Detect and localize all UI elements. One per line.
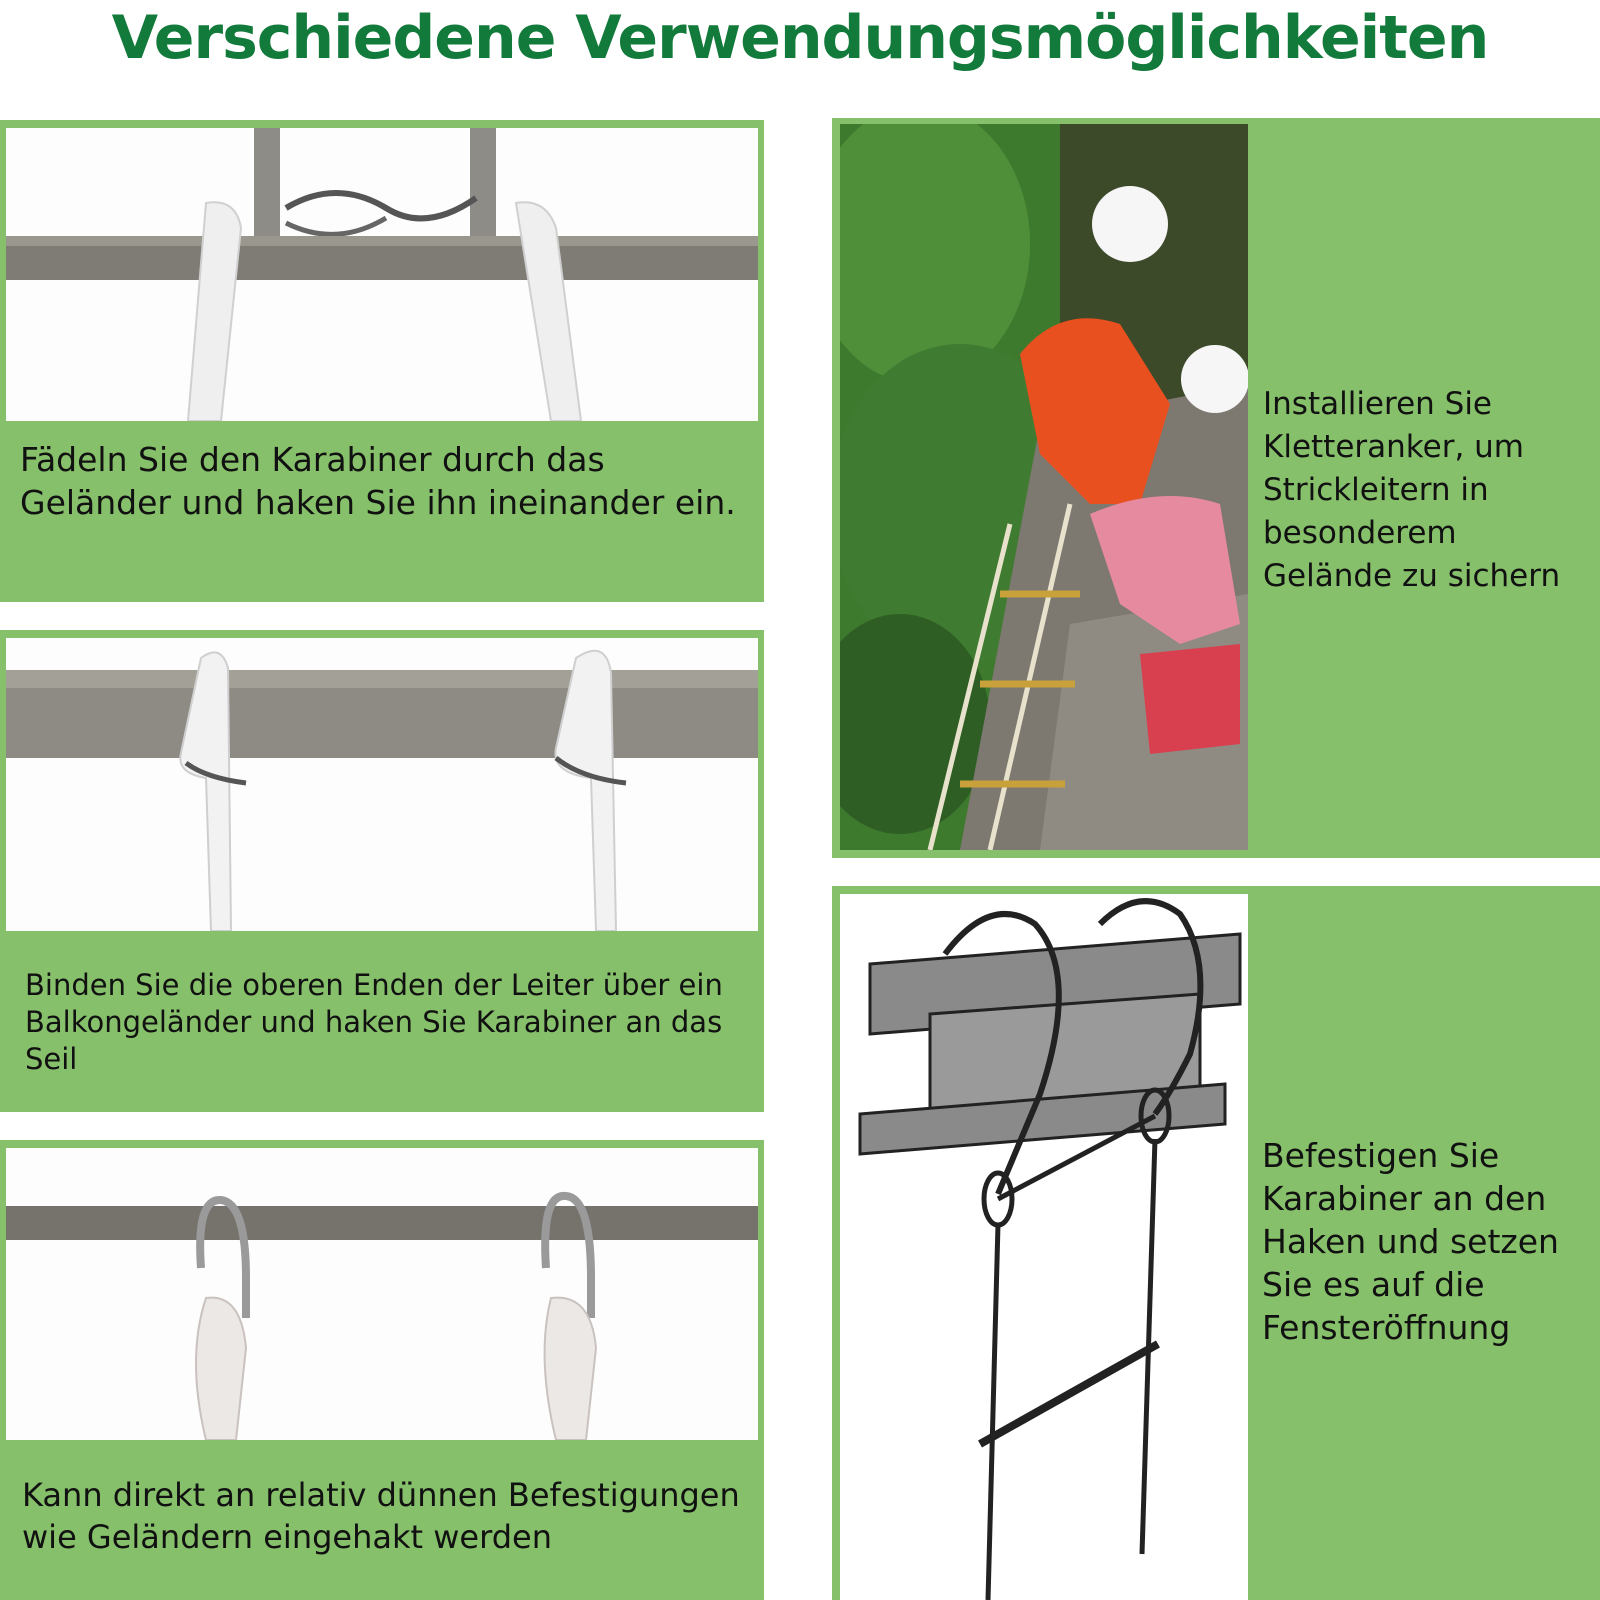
usage-panel-rope-railing <box>0 630 764 1112</box>
page-title: Verschiedene Verwendungsmöglichkeiten <box>111 3 1489 73</box>
ladder-hooks-on-beam-drawing <box>840 894 1248 1600</box>
usage-caption-4: Installieren Sie Kletteranker, um Strickleitern in besonderem Gelände zu sichern <box>1263 386 1561 594</box>
usage-caption-3: Kann direkt an relativ dünnen Befestigungen wie Geländern eingehakt werden <box>22 1476 740 1556</box>
usage-caption-5: Befestigen Sie Karabiner an den Haken und setzen Sie es auf die Fensteröffnung <box>1262 1136 1559 1347</box>
usage-panel-carabiner-railing <box>0 120 764 602</box>
carabiners-hooked-on-rail-photo <box>6 1148 758 1440</box>
climbers-on-rock-ladder-photo <box>840 124 1248 850</box>
usage-panel-window-hooks <box>832 886 1600 1600</box>
usage-panel-hooked-rail <box>0 1140 764 1600</box>
usage-panel-climbing-anchor <box>832 118 1600 858</box>
rope-tied-over-railing-photo <box>6 638 758 931</box>
carabiner-through-railing-photo <box>6 128 758 421</box>
usage-caption-2: Binden Sie die oberen Enden der Leiter über ein Balkongeländer und haken Sie Karabiner an das Seil <box>25 968 723 1076</box>
usage-caption-1: Fädeln Sie den Karabiner durch das Geländer und haken Sie ihn ineinander ein. <box>20 440 736 522</box>
